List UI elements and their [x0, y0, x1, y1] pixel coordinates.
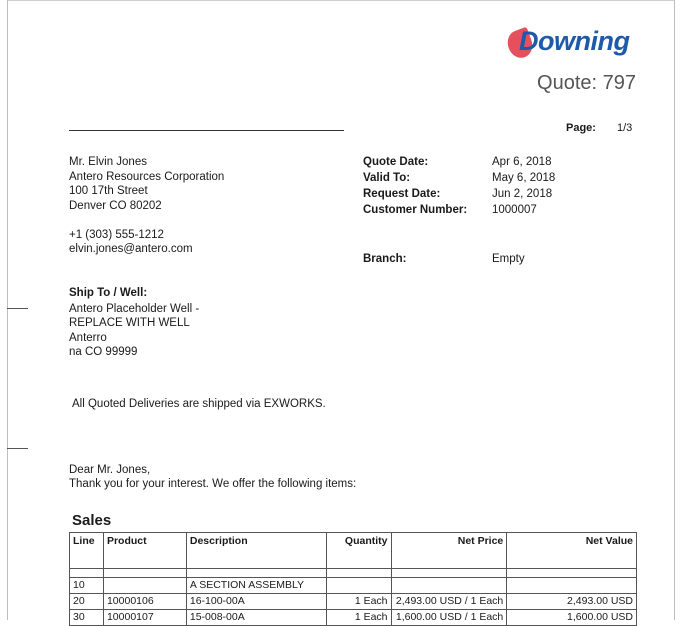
- cell-quantity: 1 Each: [326, 594, 391, 610]
- address-rule: [69, 130, 344, 131]
- page-edge-left: [7, 0, 8, 620]
- customer-city: Denver CO 80202: [69, 200, 162, 212]
- ship-to-heading: Ship To / Well:: [69, 287, 148, 299]
- cell-quantity: [326, 578, 391, 594]
- cell-net-price: 2,493.00 USD / 1 Each: [391, 594, 507, 610]
- detail-label: Quote Date:: [363, 156, 429, 168]
- column-header-product: Product: [103, 533, 186, 569]
- cell-quantity: 1 Each: [326, 610, 391, 626]
- cell-description: 15-008-00A: [186, 610, 326, 626]
- sales-heading: Sales: [72, 512, 112, 529]
- page-edge-top: [7, 0, 675, 1]
- cell-net-value: [507, 578, 637, 594]
- ship-to-line: REPLACE WITH WELL: [69, 317, 190, 329]
- cell-net-value: 2,493.00 USD: [507, 594, 637, 610]
- quote-title: Quote: 797: [537, 72, 636, 94]
- fold-mark: [7, 308, 28, 309]
- detail-value: Jun 2, 2018: [492, 188, 553, 200]
- cell-net-price: [391, 578, 507, 594]
- cell-product: 10000106: [103, 594, 186, 610]
- page-label: Page:: [566, 122, 596, 134]
- customer-company: Antero Resources Corporation: [69, 171, 225, 183]
- greeting: Dear Mr. Jones,: [69, 464, 151, 476]
- table-spacer-row: [70, 569, 637, 578]
- column-header-quantity: Quantity: [326, 533, 391, 569]
- detail-label: Valid To:: [363, 172, 411, 184]
- customer-email: elvin.jones@antero.com: [69, 243, 193, 255]
- cell-line: 10: [70, 578, 104, 594]
- delivery-note: All Quoted Deliveries are shipped via EXWORKS.: [72, 398, 326, 410]
- table-row: [70, 594, 637, 610]
- customer-name: Mr. Elvin Jones: [69, 156, 147, 168]
- table-header-row: [70, 533, 637, 569]
- ship-to-line: Antero Placeholder Well -: [69, 303, 200, 315]
- branch-value: Empty: [492, 253, 525, 265]
- fold-mark: [7, 448, 28, 449]
- column-header-line: Line: [70, 533, 104, 569]
- cell-line: 20: [70, 594, 104, 610]
- customer-street: 100 17th Street: [69, 185, 148, 197]
- sales-table: [69, 532, 637, 626]
- ship-to-line: Anterro: [69, 332, 107, 344]
- cell-product: 10000107: [103, 610, 186, 626]
- detail-value: Apr 6, 2018: [492, 156, 552, 168]
- table-row: [70, 578, 637, 594]
- column-header-net-value: Net Value: [507, 533, 637, 569]
- column-header-description: Description: [186, 533, 326, 569]
- detail-value: May 6, 2018: [492, 172, 556, 184]
- intro-text: Thank you for your interest. We offer the following items:: [69, 478, 357, 490]
- branch-label: Branch:: [363, 253, 407, 265]
- ship-to-line: na CO 99999: [69, 346, 138, 358]
- cell-net-value: 1,600.00 USD: [507, 610, 637, 626]
- customer-phone: +1 (303) 555-1212: [69, 229, 164, 241]
- cell-net-price: 1,600.00 USD / 1 Each: [391, 610, 507, 626]
- company-logo: [508, 26, 640, 62]
- detail-value: 1000007: [492, 204, 537, 216]
- table-row: [70, 610, 637, 626]
- cell-description: 16-100-00A: [186, 594, 326, 610]
- detail-label: Request Date:: [363, 188, 441, 200]
- cell-line: 30: [70, 610, 104, 626]
- column-header-net-price: Net Price: [391, 533, 507, 569]
- page-number: 1/3: [617, 122, 633, 134]
- cell-description: A SECTION ASSEMBLY: [186, 578, 326, 594]
- page-edge-right: [674, 0, 675, 620]
- logo-text: Downing: [519, 26, 630, 56]
- detail-label: Customer Number:: [363, 204, 468, 216]
- cell-product: [103, 578, 186, 594]
